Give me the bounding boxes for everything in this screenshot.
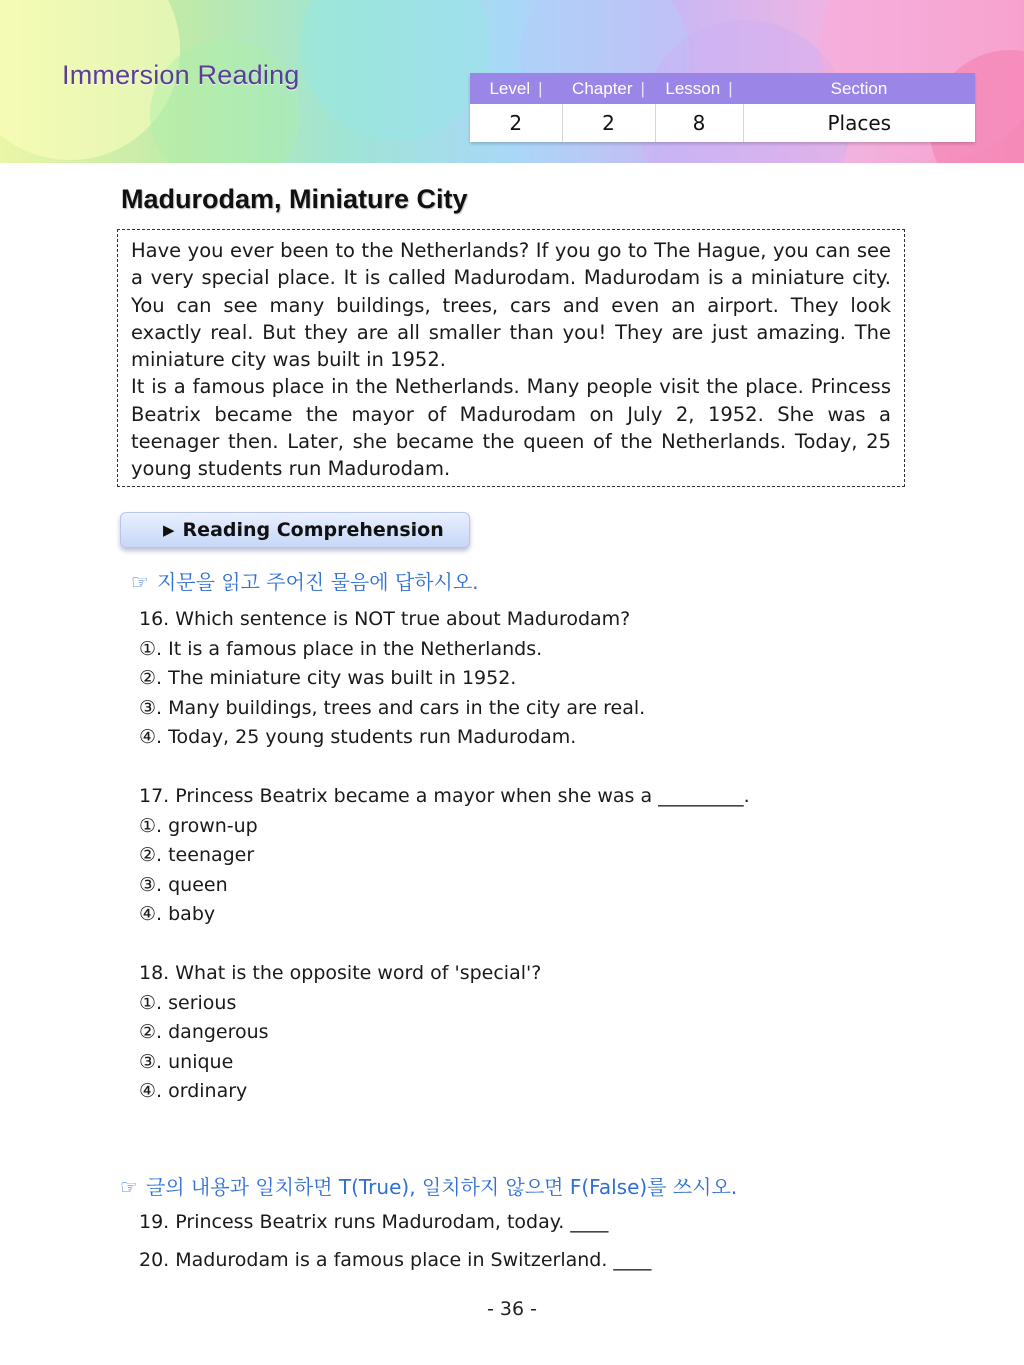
play-triangle-icon: ▶ [163, 521, 175, 539]
lesson-info-header-row [470, 73, 975, 104]
question-18-option-2: ②. dangerous [139, 1021, 269, 1043]
question-17: 17. Princess Beatrix became a mayor when she was a _________. [139, 785, 750, 807]
question-16-option-4: ④. Today, 25 young students run Madurodam. [139, 726, 577, 748]
level-header: Level | [470, 73, 562, 104]
level-value: 2 [470, 104, 562, 142]
question-18-option-3: ③. unique [139, 1051, 234, 1073]
question-17-option-3: ③. queen [139, 874, 228, 896]
instruction-read-and-answer [131, 566, 479, 595]
section-label: Reading Comprehension [182, 519, 444, 541]
lesson-header: Lesson | [655, 73, 743, 104]
header-banner [0, 0, 1024, 163]
lesson-value: 8 [655, 104, 743, 142]
chapter-value: 2 [562, 104, 655, 142]
page-number: - 36 - [487, 1298, 537, 1320]
question-16-option-1: ①. It is a famous place in the Netherlands. [139, 638, 543, 660]
question-18: 18. What is the opposite word of 'special'? [139, 962, 542, 984]
instruction-true-false [120, 1171, 737, 1200]
question-16-option-2: ②. The miniature city was built in 1952. [139, 667, 517, 689]
question-20: 20. Madurodam is a famous place in Switzerland. ____ [139, 1249, 652, 1271]
decorative-bubble [300, 0, 490, 140]
question-16-option-3: ③. Many buildings, trees and cars in the city are real. [139, 697, 646, 719]
question-17-option-2: ②. teenager [139, 844, 255, 866]
article-title: Madurodam, Miniature City [121, 184, 468, 214]
reading-passage [117, 229, 905, 487]
question-16: 16. Which sentence is NOT true about Madurodam? [139, 608, 631, 630]
pointing-hand-icon: ☞ [131, 570, 149, 594]
section-header: Section [743, 73, 975, 104]
instruction-text: 지문을 읽고 주어진 물음에 답하시오. [156, 570, 479, 594]
section-value: Places [743, 104, 975, 142]
pointing-hand-icon: ☞ [120, 1175, 138, 1199]
question-17-option-4: ④. baby [139, 903, 216, 925]
question-17-option-1: ①. grown-up [139, 815, 258, 837]
lesson-info-value-row [470, 104, 975, 142]
question-19: 19. Princess Beatrix runs Madurodam, today. ____ [139, 1211, 609, 1233]
lesson-info-table [470, 73, 975, 142]
question-18-option-4: ④. ordinary [139, 1080, 248, 1102]
reading-comprehension-header [120, 512, 470, 548]
brand-title: Immersion Reading [62, 60, 300, 90]
question-18-option-1: ①. serious [139, 992, 237, 1014]
chapter-header: Chapter | [562, 73, 655, 104]
instruction-text: 글의 내용과 일치하면 T(True), 일치하지 않으면 F(False)를 쓰시오. [145, 1175, 738, 1199]
passage-paragraph: Have you ever been to the Netherlands? If you go to The Hague, you can see a very special place. It is called Madurodam. Madurodam is a miniature city. You can see many buildings, trees, cars and even an airport. They look exactly real. But they are all smaller than you! They are just amazing. The miniature city was built in 1952. [131, 239, 891, 372]
passage-paragraph: It is a famous place in the Netherlands. Many people visit the place. Princess Beatrix became the mayor of Madurodam on July 2, 1952. She was a teenager then. Later, she became the queen of the Netherlands. Today, 25 young students run Madurodam. [131, 375, 891, 481]
